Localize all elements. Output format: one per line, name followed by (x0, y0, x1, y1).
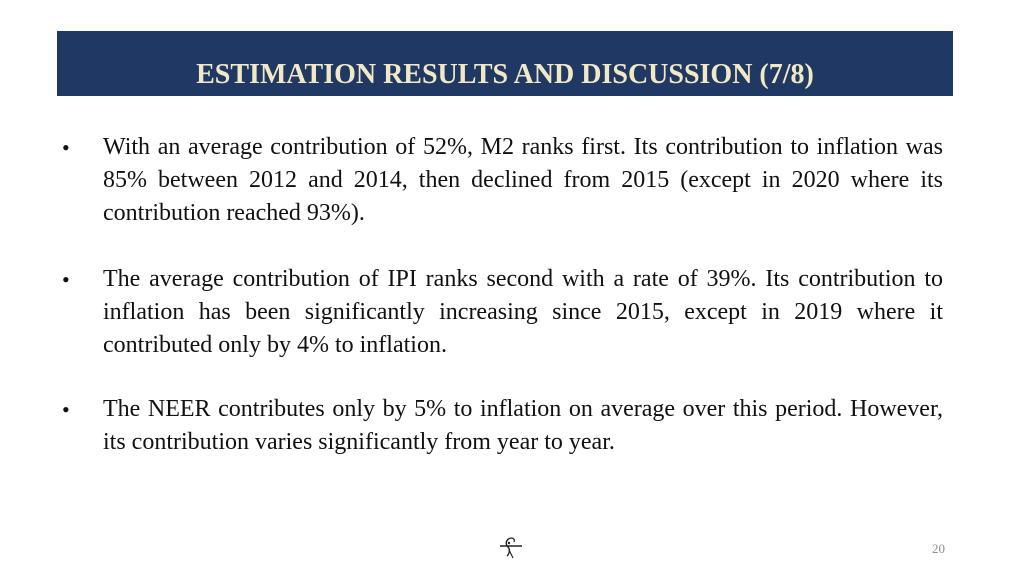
bullet-text: With an average contribution of 52%, M2 ranks first. Its contribution to inflation was 85% between 2012 and 2014, then declined from 2015 (except in 2020 where its contribution reached 93%). (103, 134, 943, 226)
institution-logo-icon (497, 534, 525, 560)
bullet-text: The average contribution of IPI ranks second with a rate of 39%. Its contribution to inflation has been significantly increasing since 2015, except in 2019 where it contributed only by 4% to inflation. (103, 266, 943, 358)
bullet-list (62, 131, 943, 492)
bullet-item-neer (62, 393, 943, 459)
slide-title: ESTIMATION RESULTS AND DISCUSSION (7/8) (196, 59, 814, 90)
bullet-item-ipi (62, 263, 943, 362)
page-number: 20 (932, 541, 945, 556)
bullet-item-m2 (62, 131, 943, 230)
title-bar (57, 31, 953, 96)
bullet-marker: • (62, 135, 70, 160)
bullet-marker: • (62, 267, 70, 292)
bullet-text: The NEER contributes only by 5% to inflation on average over this period. However, its contribution varies significantly from year to year. (103, 396, 943, 455)
bullet-marker: • (62, 397, 70, 422)
